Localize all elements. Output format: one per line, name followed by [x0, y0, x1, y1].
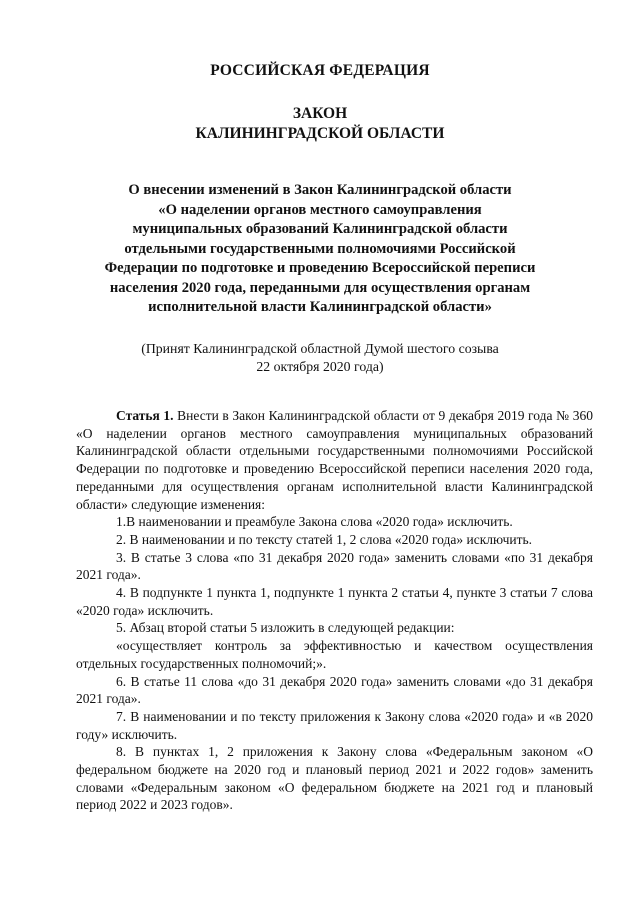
article-item: 6. В статье 11 слова «до 31 декабря 2020 года» заменить словами «до 31 декабря 2021 года».: [76, 673, 593, 707]
law-word: ЗАКОН: [292, 105, 348, 122]
title-line: исполнительной власти Калининградской области»: [148, 299, 492, 315]
article-item: 8. В пунктах 1, 2 приложения к Закону слова «Федеральным законом «О федеральном бюджете на 2020 год и плановый период 2021 и 2022 годов» заменить словами «Федеральным законом «О федеральном бюджете на 2021 год и плановый период 2022 и 2023 годов».: [76, 744, 593, 813]
region-name: КАЛИНИНГРАДСКОЙ ОБЛАСТИ: [195, 125, 445, 142]
article-item: «осуществляет контроль за эффективностью и качеством осуществления отдельных государственных полномочий;».: [76, 638, 593, 671]
title-line: муниципальных образований Калининградской области: [132, 221, 508, 237]
article-intro: [76, 407, 593, 513]
title-line: О внесении изменений в Закон Калининградской области: [128, 182, 512, 198]
title-line: отдельными государственными полномочиями Российской: [124, 240, 516, 257]
adoption-line: (Принят Калининградской областной Думой шестого созыва: [141, 341, 499, 356]
article-label: Статья 1.: [116, 408, 174, 423]
article-item: 7. В наименовании и по тексту приложения к Закону слова «2020 года» и «в 2020 году» исключить.: [76, 708, 593, 742]
adoption-line: 22 октября 2020 года): [256, 359, 384, 374]
title-line: населения 2020 года, переданными для осуществления органам: [109, 279, 531, 296]
adoption-note: [0, 340, 640, 376]
title-line: Федерации по подготовке и проведению Всероссийской переписи: [104, 260, 536, 276]
article-intro-text: Внести в Закон Калининградской области от 9 декабря 2019 года № 360 «О наделении органов местного самоуправления муниципальных образований Калининградской области отдельными государственными полномочиями Российской Федерации по подготовке и проведению Всероссийской переписи населения 2020 года, переданными для осуществления органам исполнительной власти Калининградской области» следующие изменения:: [76, 408, 594, 512]
article-item: 5. Абзац второй статьи 5 изложить в следующей редакции:: [116, 620, 455, 636]
title-line: «О наделении органов местного самоуправления: [158, 201, 482, 218]
law-title: [0, 181, 640, 318]
federation-heading: РОССИЙСКАЯ ФЕДЕРАЦИЯ: [210, 62, 430, 79]
article-body: [76, 407, 593, 814]
article-item: 3. В статье 3 слова «по 31 декабря 2020 года» заменить словами «по 31 декабря 2021 года».: [76, 549, 593, 583]
article-item: 1.В наименовании и преамбуле Закона слова «2020 года» исключить.: [116, 514, 513, 530]
law-heading: [0, 104, 640, 144]
article-item: 4. В подпункте 1 пункта 1, подпункте 1 пункта 2 статьи 4, пункте 3 статьи 7 слова «2020 года» исключить.: [76, 585, 593, 618]
article-item: 2. В наименовании и по тексту статей 1, 2 слова «2020 года» исключить.: [116, 531, 533, 547]
